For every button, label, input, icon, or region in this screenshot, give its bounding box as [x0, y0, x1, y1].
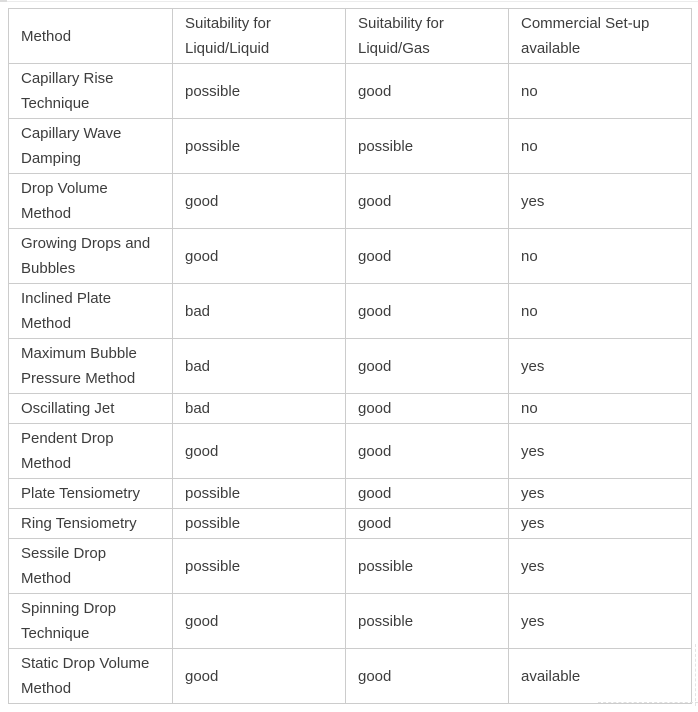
cell-liquid-gas: good	[346, 649, 509, 704]
cell-method: Oscillating Jet	[9, 394, 173, 424]
cell-commercial: yes	[509, 174, 692, 229]
cell-liquid-gas: good	[346, 509, 509, 539]
table-row	[9, 174, 692, 229]
cell-commercial: yes	[509, 479, 692, 509]
cell-liquid-gas: good	[346, 339, 509, 394]
crop-artifact-top-left	[0, 0, 7, 2]
table-row	[9, 539, 692, 594]
column-header-method: Method	[9, 9, 173, 64]
cell-method: Static Drop Volume Method	[9, 649, 173, 704]
cell-method: Pendent Drop Method	[9, 424, 173, 479]
methods-table	[8, 8, 692, 704]
table-row	[9, 64, 692, 119]
table-row	[9, 339, 692, 394]
cell-commercial: no	[509, 229, 692, 284]
cell-liquid-liquid: good	[173, 594, 346, 649]
cell-liquid-liquid: bad	[173, 284, 346, 339]
cell-liquid-gas: good	[346, 284, 509, 339]
cell-commercial: yes	[509, 424, 692, 479]
crop-artifact-bottom-right	[598, 702, 698, 703]
crop-artifact-top-line	[0, 1, 698, 2]
header-row	[9, 9, 692, 64]
cell-commercial: yes	[509, 539, 692, 594]
cell-commercial: available	[509, 649, 692, 704]
cell-liquid-liquid: possible	[173, 119, 346, 174]
cell-liquid-gas: good	[346, 424, 509, 479]
cell-commercial: no	[509, 64, 692, 119]
cell-commercial: no	[509, 284, 692, 339]
cell-liquid-gas: good	[346, 479, 509, 509]
cell-method: Sessile Drop Method	[9, 539, 173, 594]
cell-liquid-gas: good	[346, 64, 509, 119]
table-row	[9, 649, 692, 704]
table-row	[9, 284, 692, 339]
cell-liquid-liquid: good	[173, 229, 346, 284]
column-header-commercial: Commercial Set-up available	[509, 9, 692, 64]
cell-liquid-liquid: good	[173, 649, 346, 704]
cell-commercial: no	[509, 119, 692, 174]
cell-method: Inclined Plate Method	[9, 284, 173, 339]
cell-liquid-liquid: bad	[173, 339, 346, 394]
methods-table-container	[8, 8, 692, 704]
cell-liquid-gas: good	[346, 174, 509, 229]
cell-liquid-liquid: good	[173, 174, 346, 229]
cell-liquid-liquid: possible	[173, 509, 346, 539]
cell-liquid-liquid: possible	[173, 539, 346, 594]
cell-method: Plate Tensiometry	[9, 479, 173, 509]
cell-method: Growing Drops and Bubbles	[9, 229, 173, 284]
cell-liquid-liquid: possible	[173, 479, 346, 509]
crop-artifact-right-edge	[695, 644, 696, 706]
column-header-liquid-liquid: Suitability for Liquid/Liquid	[173, 9, 346, 64]
cell-liquid-gas: good	[346, 229, 509, 284]
cell-liquid-gas: possible	[346, 539, 509, 594]
table-row	[9, 594, 692, 649]
cell-commercial: yes	[509, 339, 692, 394]
table-row	[9, 119, 692, 174]
cell-method: Maximum Bubble Pressure Method	[9, 339, 173, 394]
cell-method: Drop Volume Method	[9, 174, 173, 229]
cell-liquid-liquid: bad	[173, 394, 346, 424]
table-row	[9, 509, 692, 539]
cell-liquid-liquid: possible	[173, 64, 346, 119]
cell-liquid-liquid: good	[173, 424, 346, 479]
cell-commercial: yes	[509, 594, 692, 649]
cell-method: Capillary Rise Technique	[9, 64, 173, 119]
table-row	[9, 479, 692, 509]
cell-commercial: yes	[509, 509, 692, 539]
cell-method: Capillary Wave Damping	[9, 119, 173, 174]
cell-liquid-gas: possible	[346, 594, 509, 649]
cell-method: Spinning Drop Technique	[9, 594, 173, 649]
table-row	[9, 424, 692, 479]
cell-commercial: no	[509, 394, 692, 424]
table-row	[9, 229, 692, 284]
table-row	[9, 394, 692, 424]
cell-liquid-gas: good	[346, 394, 509, 424]
cell-liquid-gas: possible	[346, 119, 509, 174]
cell-method: Ring Tensiometry	[9, 509, 173, 539]
column-header-liquid-gas: Suitability for Liquid/Gas	[346, 9, 509, 64]
